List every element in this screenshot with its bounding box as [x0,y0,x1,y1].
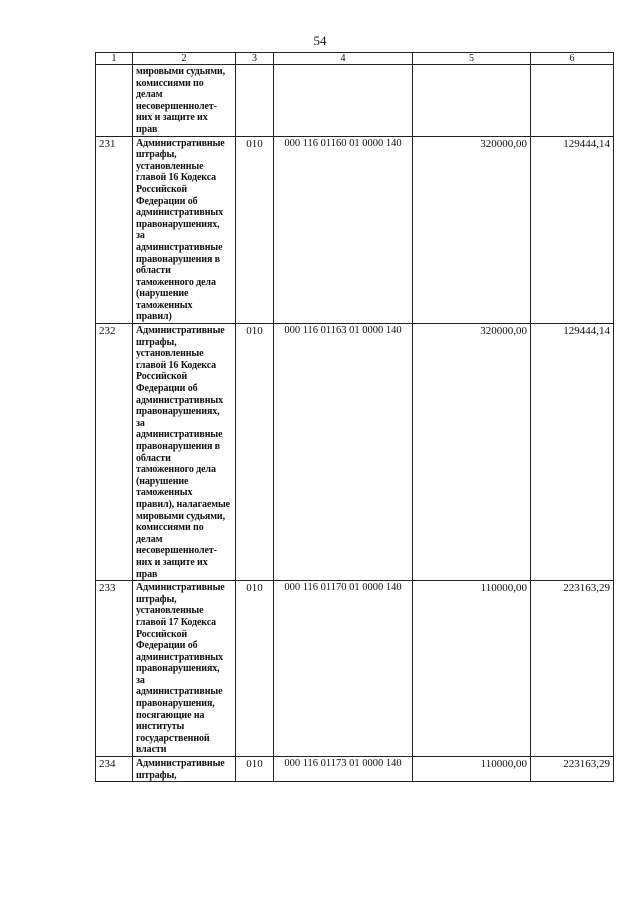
header-row [96,53,614,65]
row-number: 232 [96,324,133,581]
row-plan: 320000,00 [413,324,531,581]
row-plan [413,65,531,137]
table-row [96,136,614,324]
column-header-6: 6 [531,53,614,65]
row-description: Административные штрафы, установленные главой 16 Кодекса Российской Федерации об административных правонарушениях, за административные правонарушения в области таможенного дела (нарушение таможенных правил), налагаемые мировыми судьями, комиссиями по делам несовершеннолет- них и защите их прав [133,324,236,581]
row-kbk: 000 116 01163 01 0000 140 [274,324,413,581]
row-fact: 129444,14 [531,324,614,581]
row-kbk: 000 116 01160 01 0000 140 [274,136,413,324]
row-code: 010 [236,757,274,782]
row-number [96,65,133,137]
column-header-5: 5 [413,53,531,65]
column-header-3: 3 [236,53,274,65]
row-kbk: 000 116 01170 01 0000 140 [274,581,413,757]
row-fact: 223163,29 [531,581,614,757]
row-fact: 129444,14 [531,136,614,324]
row-description: Административные штрафы, установленные главой 17 Кодекса Российской Федерации об административных правонарушениях, за административные правонарушения, посягающие на институты государственной власти [133,581,236,757]
page-number: 54 [313,33,327,48]
row-plan: 320000,00 [413,136,531,324]
row-fact: 223163,29 [531,757,614,782]
row-kbk [274,65,413,137]
column-header-1: 1 [96,53,133,65]
row-description: мировыми судьями, комиссиями по делам несовершеннолет- них и защите их прав [133,65,236,137]
row-description: Административные штрафы, [133,757,236,782]
table-row [96,757,614,782]
budget-table [95,52,614,782]
table-row [96,581,614,757]
table-row [96,65,614,137]
row-number: 234 [96,757,133,782]
column-header-2: 2 [133,53,236,65]
row-code: 010 [236,581,274,757]
row-number: 233 [96,581,133,757]
row-number: 231 [96,136,133,324]
row-description: Административные штрафы, установленные главой 16 Кодекса Российской Федерации об административных правонарушениях, за административные правонарушения в области таможенного дела (нарушение таможенных правил) [133,136,236,324]
row-plan: 110000,00 [413,757,531,782]
table-row [96,324,614,581]
row-code: 010 [236,324,274,581]
row-code: 010 [236,136,274,324]
row-fact [531,65,614,137]
row-code [236,65,274,137]
column-header-4: 4 [274,53,413,65]
row-kbk: 000 116 01173 01 0000 140 [274,757,413,782]
row-plan: 110000,00 [413,581,531,757]
